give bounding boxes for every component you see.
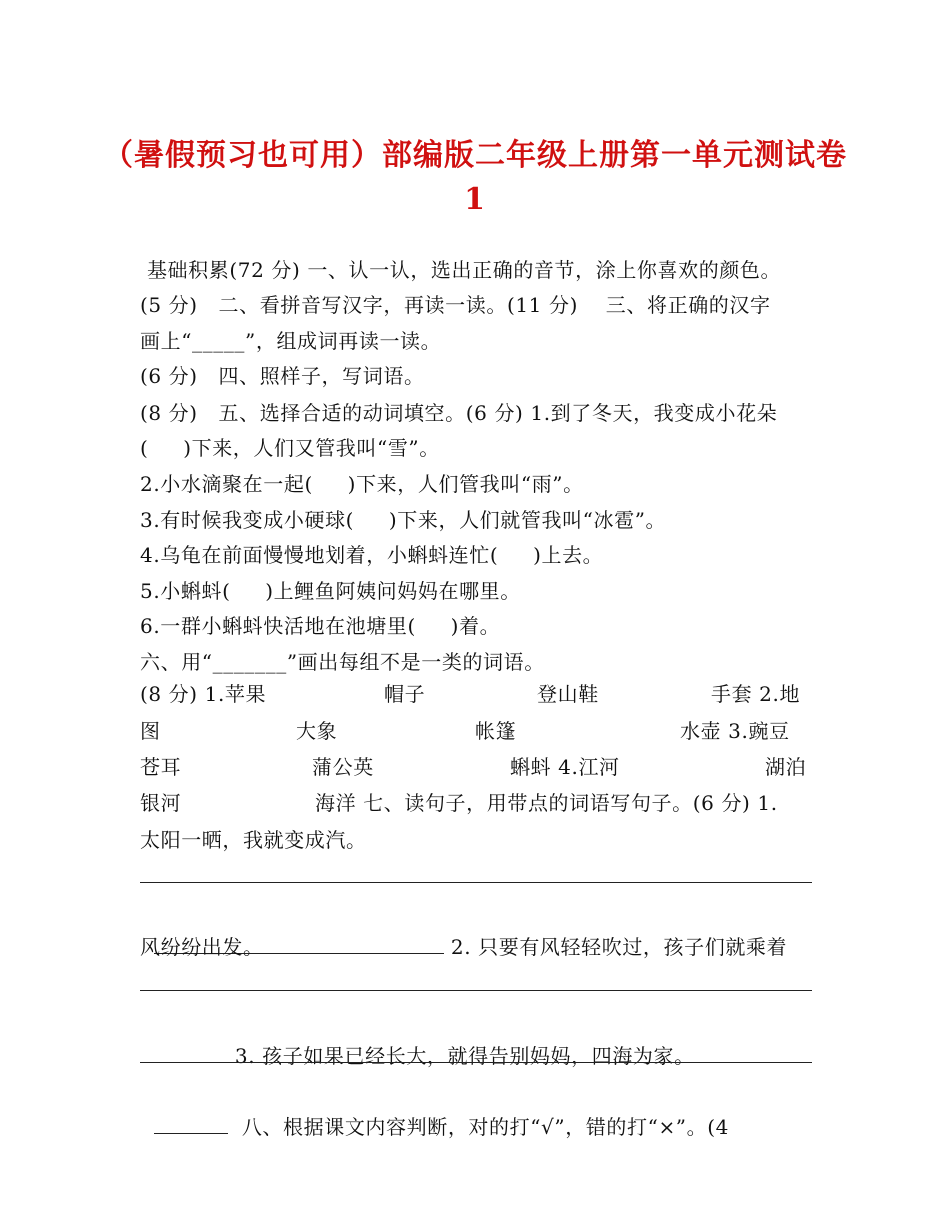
- answer-line[interactable]: [140, 1062, 812, 1063]
- text-line-2: (5 分) 二、看拼音写汉字，再读一读。(11 分) 三、将正确的汉字: [140, 293, 771, 317]
- group-word: 银河: [140, 791, 182, 815]
- sentence-2: 2. 只要有风轻轻吹过，孩子们就乘着: [443, 935, 788, 959]
- text-line-8: 3.有时候我变成小硬球( )下来，人们就管我叫“冰雹”。: [140, 508, 667, 532]
- group-word: 登山鞋: [537, 682, 599, 706]
- text-line-5: (8 分) 五、选择合适的动词填空。(6 分) 1.到了冬天，我变成小花朵: [140, 401, 778, 425]
- text-line-4: (6 分) 四、照样子，写词语。: [140, 364, 425, 388]
- answer-line[interactable]: [140, 990, 812, 991]
- text-line-1: 基础积累(72 分) 一、认一认，选出正确的音节，涂上你喜欢的颜色。: [140, 258, 782, 282]
- text-line-12: 六、用“_______”画出每组不是一类的词语。: [140, 650, 545, 674]
- group-word: 苍耳: [140, 755, 182, 779]
- answer-line-row: [140, 1073, 729, 1139]
- text-line-3: 画上“_____”，组成词再读一读。: [140, 329, 442, 353]
- group-word: (8 分) 1.苹果: [140, 682, 267, 706]
- text-line-10: 5.小蝌蚪( )上鲤鱼阿姨问妈妈在哪里。: [140, 579, 521, 603]
- answer-blank[interactable]: [154, 1040, 228, 1063]
- document-title-line-1: （暑假预习也可用）部编版二年级上册第一单元测试卷: [103, 138, 847, 173]
- text-line-7: 2.小水滴聚在一起( )下来，人们管我叫“雨”。: [140, 472, 584, 496]
- group-word: 帐篷: [475, 719, 517, 743]
- group-word: 蒲公英: [312, 755, 374, 779]
- group-word: 水壶 3.豌豆: [680, 719, 790, 743]
- sentence-2-continued: 风纷纷出发。: [140, 935, 264, 959]
- text-line-6: ( )下来，人们又管我叫“雪”。: [140, 436, 440, 460]
- group-word: 图: [140, 719, 161, 743]
- text-line-11: 6.一群小蝌蚪快活地在池塘里( )着。: [140, 614, 501, 638]
- group-word: 海洋 七、读句子，用带点的词语写句子。(6 分) 1.: [315, 791, 778, 815]
- group-word: 大象: [296, 719, 338, 743]
- group-word: 帽子: [384, 682, 426, 706]
- group-word: 湖泊: [765, 755, 807, 779]
- answer-line[interactable]: [140, 882, 812, 883]
- section-8-heading: 八、根据课文内容判断，对的打“√”，错的打“×”。(4: [227, 1115, 729, 1139]
- answer-blank[interactable]: [154, 1111, 228, 1134]
- text-line-9: 4.乌龟在前面慢慢地划着，小蝌蚪连忙( )上去。: [140, 543, 604, 567]
- sentence-1: 太阳一晒，我就变成汽。: [140, 828, 367, 852]
- sentence-3: 3. 孩子如果已经长大，就得告别妈妈，四海为家。: [227, 1044, 695, 1068]
- group-word: 手套 2.地: [711, 682, 801, 706]
- document-title-line-2: 1: [464, 182, 486, 217]
- group-word: 蝌蚪 4.江河: [510, 755, 620, 779]
- answer-line-row: [140, 1002, 695, 1068]
